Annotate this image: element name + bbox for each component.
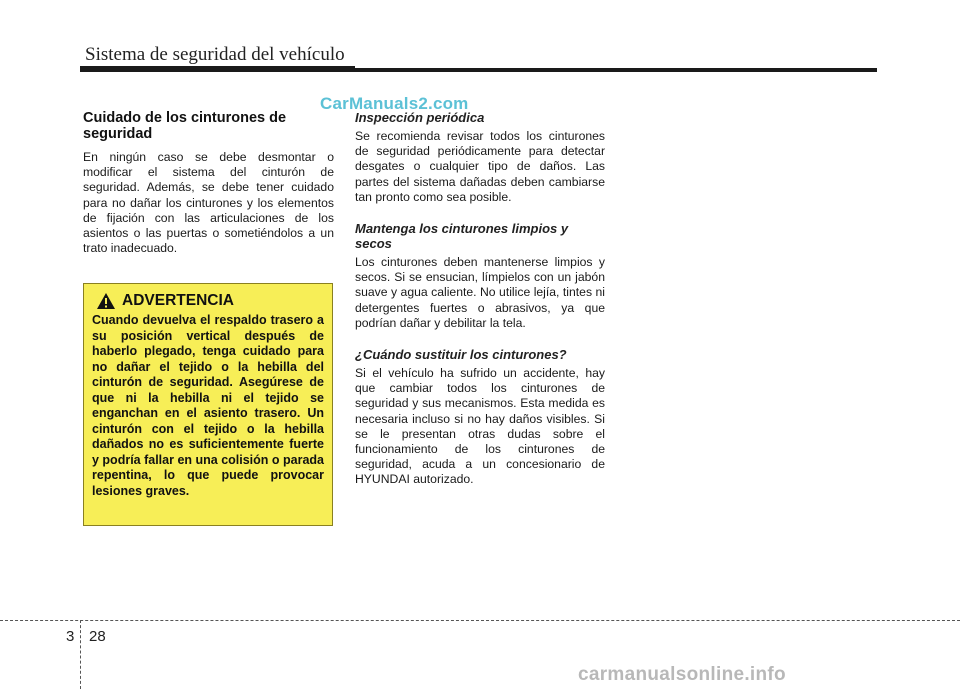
warning-body: Cuando devuelva el respaldo trasero a su posición vertical después de haberlo plegado, tenga cuidado para no dañar el tejido o la hebilla del cinturón de seguridad. Asegúrese de que ni la hebilla ni el tejido se enganchan en el asiento trasero. Un cinturón con el tejido o la hebilla dañados no es suficientemente fuerte y podría fallar en una colisión o parada repentina, lo que puede provocar lesiones graves.	[92, 313, 325, 498]
header-rule-accent	[80, 66, 355, 72]
section-body-cuidado: En ningún caso se debe desmontar o modificar el sistema del cinturón de seguridad. Además, se debe tener cuidado para no dañar los cinturones y los elementos de fijación con las articulaciones de los asientos o las puertas o sometiéndolos a un trato inadecuado.	[83, 150, 334, 256]
footer-vertical-rule	[80, 620, 81, 689]
warning-header	[92, 292, 324, 310]
page-header-title: Sistema de seguridad del vehículo	[85, 44, 345, 65]
right-column	[355, 110, 605, 488]
warning-triangle-icon	[96, 292, 116, 310]
warning-title: ADVERTENCIA	[122, 292, 234, 309]
footer-rule	[0, 620, 960, 621]
watermark-top-link[interactable]: CarManuals2.com	[320, 94, 469, 113]
page-number: 28	[89, 628, 106, 645]
subheading-inspeccion: Inspección periódica	[355, 110, 485, 125]
body-limpios: Los cinturones deben mantenerse limpios y secos. Si se ensucian, límpielos con un jabón suave y agua caliente. No utilice lejía, tintes ni detergentes fuertes o abrasivos, ya que podrían dañar y debilitar la tela.	[355, 255, 605, 330]
body-inspeccion: Se recomienda revisar todos los cinturones de seguridad periódicamente para detectar desgates o cualquier tipo de daños. Las partes del sistema dañadas deben cambiarse tan pronto como sea posible.	[355, 129, 605, 204]
body-sustituir: Si el vehículo ha sufrido un accidente, hay que cambiar todos los cinturones de seguridad y sus mecanismos. Esta medida es necesaria incluso si no hay daños visibles. Si se le presentan otras dudas sobre el funcionamiento de los cinturones de seguridad, acuda a un concesionario de HYUNDAI autorizado.	[355, 366, 605, 487]
subheading-sustituir: ¿Cuándo sustituir los cinturones?	[355, 347, 567, 363]
watermark-bottom-link[interactable]: carmanualsonline.info	[578, 664, 786, 685]
spacer	[355, 331, 605, 347]
left-column	[83, 110, 334, 256]
page-chapter: 3	[66, 628, 75, 645]
subheading-limpios: Mantenga los cinturones limpios y secos	[355, 221, 569, 252]
section-title-cuidado: Cuidado de los cinturones de seguridad	[83, 110, 287, 142]
warning-box	[83, 283, 333, 526]
spacer	[355, 205, 605, 221]
